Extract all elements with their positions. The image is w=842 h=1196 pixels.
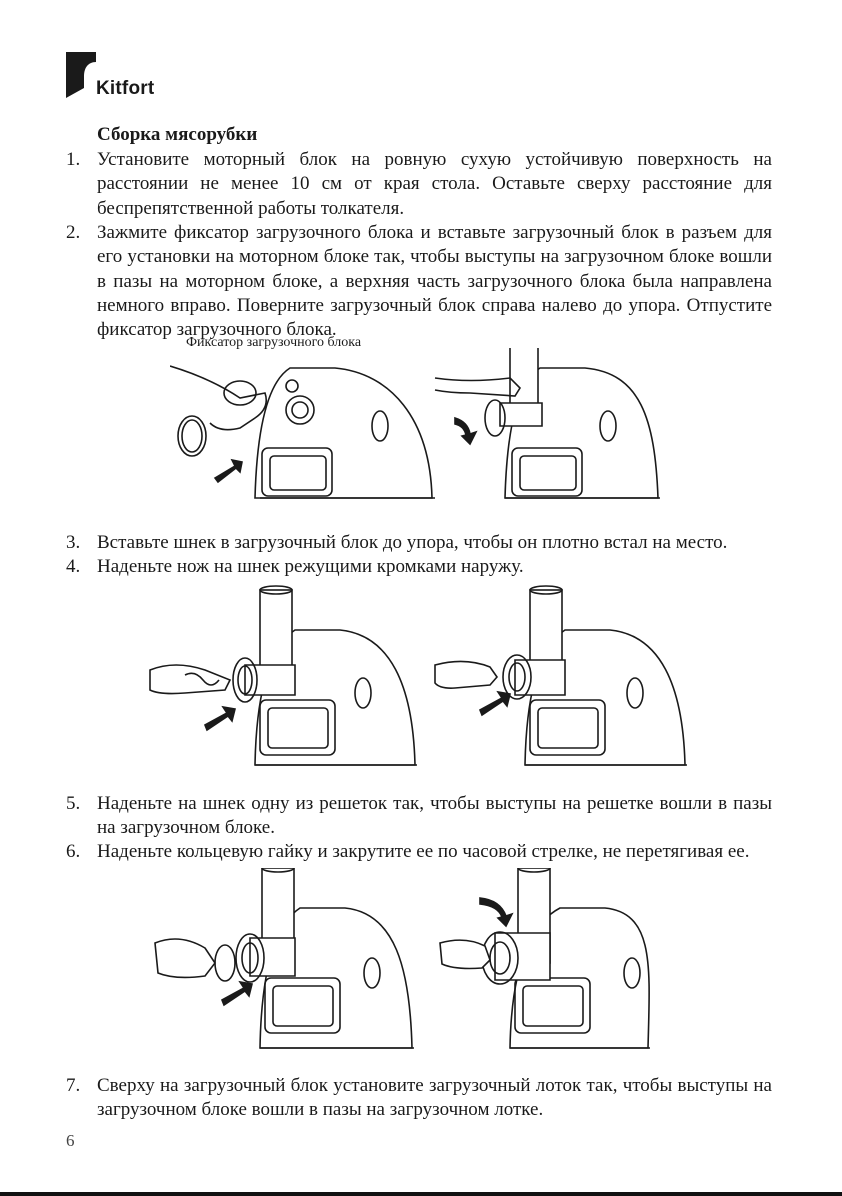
step-1 [66,148,772,221]
step-4 [66,555,772,579]
step-text: Наденьте кольцевую гайку и закрутите ее по часовой стрелке, не перетягивая ее. [97,841,750,862]
step-number: 7. [66,1075,81,1096]
step-number: 4. [66,556,81,577]
page-number: 6 [66,1131,75,1150]
step-text: Наденьте на шнек одну из решеток так, чтобы выступы на решетке вошли в пазы на загрузочном блоке. [97,793,772,839]
bottom-divider [0,1192,842,1196]
section-title: Сборка мясорубки [97,124,258,145]
step-5 [66,792,772,841]
step-text: Сверху на загрузочный блок установите загрузочный лоток так, чтобы выступы на загрузочном блоке вошли в пазы на загрузочном лотке. [97,1075,772,1121]
step-text: Зажмите фиксатор загрузочного блока и вставьте загрузочный блок в разъем для его установки на моторном блоке так, чтобы выступы на загрузочном блоке вошли в пазы на моторном блоке, а верхняя часть загрузочного блока была направлена немного вправо. Поверните загрузочный блок справа налево до упора. Отпустите фиксатор загрузочного блока. [97,222,772,341]
step-number: 5. [66,793,81,814]
brand-logo [66,52,186,104]
figure-insert-auger-knife [145,585,700,775]
figure-grid-and-ring-nut [150,868,650,1063]
step-number: 6. [66,841,81,862]
kitfort-logo-icon [66,52,96,98]
step-7 [66,1074,772,1123]
step-number: 1. [66,149,81,170]
step-number: 2. [66,222,81,243]
brand-name: Kitfort [96,78,155,99]
step-number: 3. [66,532,81,553]
step-2 [66,221,772,342]
step-text: Установите моторный блок на ровную сухую устойчивую поверхность на расстоянии не менее 10 см от края стола. Оставьте сверху расстояние для беспрепятственной работы толкателя. [97,149,772,219]
step-text: Наденьте нож на шнек режущими кромками наружу. [97,556,524,577]
step-text: Вставьте шнек в загрузочный блок до упора, чтобы он плотно встал на место. [97,532,728,553]
figure-install-feed-block [170,348,670,513]
step-6 [66,840,772,864]
figure-callout-label: Фиксатор загрузочного блока [186,335,362,350]
step-3 [66,531,772,555]
